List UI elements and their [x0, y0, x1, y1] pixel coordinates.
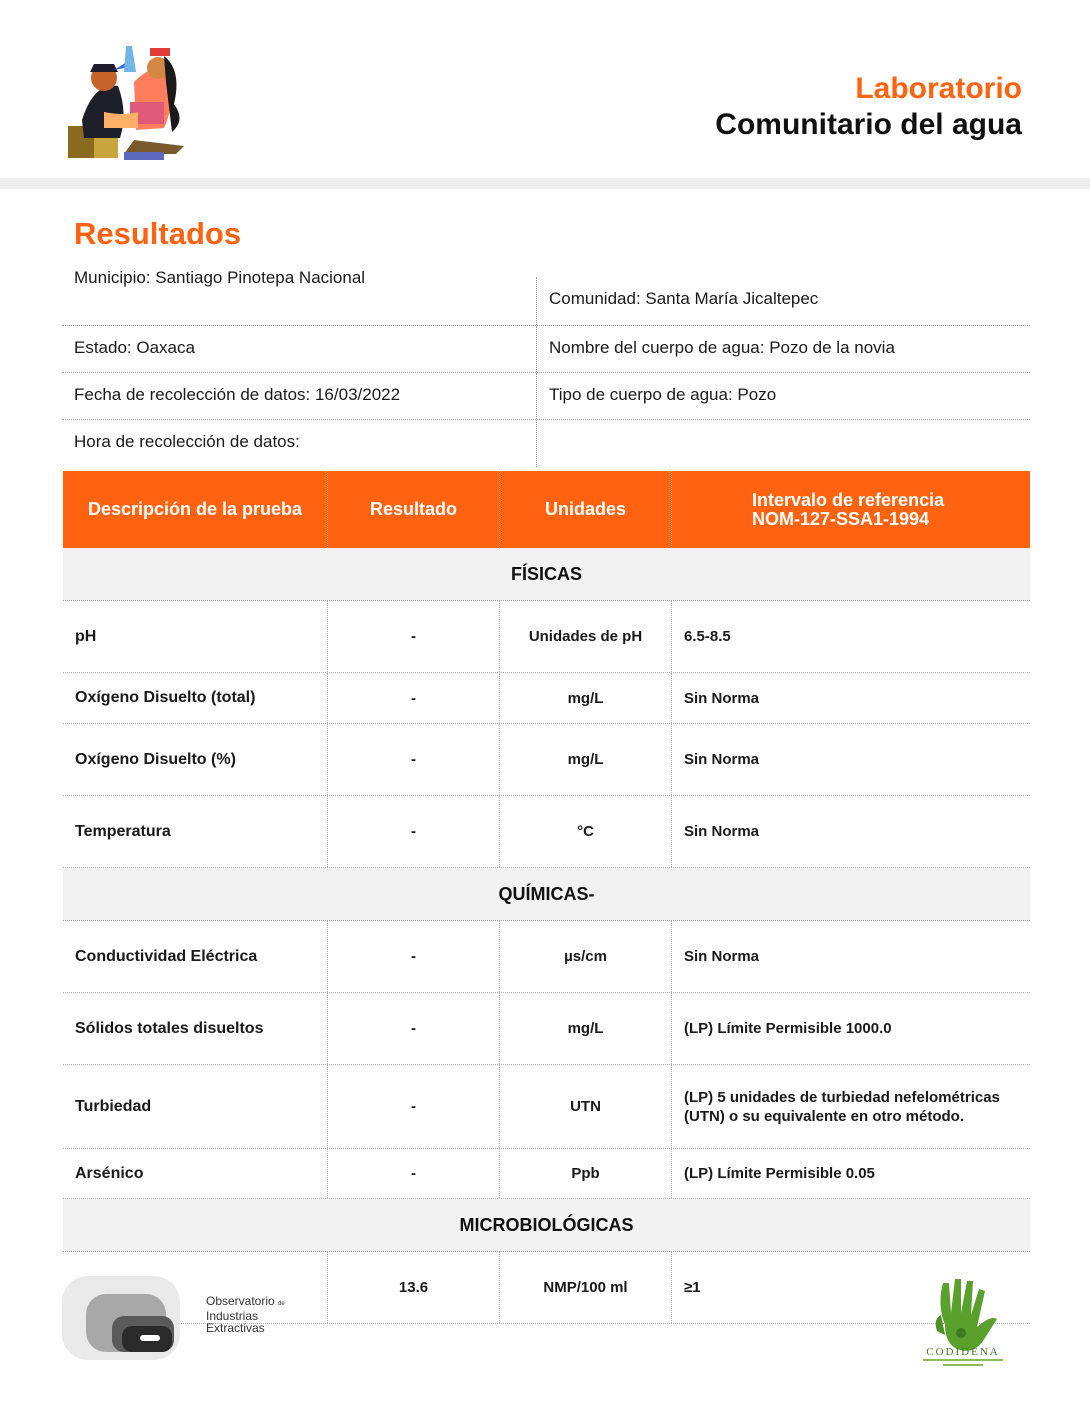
table-row [63, 1065, 1030, 1149]
info-row [62, 373, 1030, 420]
row-reference: (LP) Límite Permisible 0.05 [684, 1165, 875, 1182]
results-table [63, 471, 1030, 1324]
obs-de: de [278, 1301, 285, 1307]
row-reference: ≥1 [684, 1279, 701, 1296]
community-illustration [64, 42, 194, 162]
section-title: Resultados [74, 216, 242, 251]
tipo-field: Tipo de cuerpo de agua: Pozo [536, 373, 1030, 419]
row-description: Arsénico [63, 1149, 328, 1198]
row-unit: mg/L [500, 993, 672, 1064]
row-unit: Unidades de pH [500, 601, 672, 672]
codidena-logo [915, 1275, 1011, 1375]
row-result: - [328, 1149, 500, 1198]
obs-line2: Industrias [206, 1309, 259, 1323]
row-reference: (LP) 5 unidades de turbiedad nefelométricas (UTN) o su equivalente en otro método. [684, 1088, 1000, 1125]
row-unit: mg/L [500, 673, 672, 723]
row-reference: Sin Norma [684, 689, 760, 707]
table-row [63, 724, 1030, 796]
header-divider [0, 178, 1090, 189]
row-description: Oxígeno Disuelto (%) [63, 724, 328, 795]
table-row [63, 673, 1030, 724]
row-unit: NMP/100 ml [500, 1252, 672, 1323]
header-resultado: Resultado [328, 471, 500, 548]
obs-line1: Observatorio [206, 1294, 275, 1308]
row-result: 13.6 [328, 1252, 500, 1323]
comunidad-field: Comunidad: Santa María Jicaltepec [536, 277, 1030, 325]
table-row [63, 796, 1030, 868]
info-row [62, 326, 1030, 373]
header-unidades: Unidades [500, 471, 672, 548]
table-row [63, 993, 1030, 1065]
estado-field: Estado: Oaxaca [74, 338, 195, 357]
codidena-text: CODIDENA [926, 1346, 1000, 1358]
observatorio-logo [62, 1276, 182, 1360]
lab-title-line2: Comunitario del agua [715, 108, 1022, 141]
row-reference: 6.5-8.5 [684, 628, 731, 645]
row-reference: Sin Norma [684, 948, 760, 965]
row-result: - [328, 601, 500, 672]
header-descripcion: Descripción de la prueba [63, 471, 328, 548]
page-header [0, 0, 1090, 178]
category-micro: MICROBIOLÓGICAS [63, 1199, 1030, 1252]
fecha-field: Fecha de recolección de datos: 16/03/2022 [74, 385, 401, 404]
obs-line3: Extractivas [206, 1321, 265, 1335]
info-row [62, 420, 1030, 467]
row-description: Sólidos totales disueltos [63, 993, 328, 1064]
table-row [63, 601, 1030, 673]
row-reference: Sin Norma [684, 823, 760, 840]
row-unit: UTN [500, 1065, 672, 1148]
header-intervalo [672, 471, 1030, 548]
row-result: - [328, 796, 500, 867]
cuerpo-nombre-field: Nombre del cuerpo de agua: Pozo de la novia [536, 326, 1030, 372]
row-unit: mg/L [500, 724, 672, 795]
info-grid [62, 262, 1030, 467]
info-row [62, 262, 1030, 326]
observatorio-text [206, 1295, 285, 1334]
category-quimicas: QUÍMICAS- [63, 868, 1030, 921]
row-result: - [328, 921, 500, 992]
row-description: Turbiedad [63, 1065, 328, 1148]
row-result: - [328, 1065, 500, 1148]
table-row [63, 1149, 1030, 1199]
row-description: Conductividad Eléctrica [63, 921, 328, 992]
row-result: - [328, 993, 500, 1064]
lab-title [715, 72, 1022, 144]
row-unit: µs/cm [500, 921, 672, 992]
row-reference: Sin Norma [684, 751, 760, 768]
row-result: - [328, 673, 500, 723]
row-description: Oxígeno Disuelto (total) [63, 673, 328, 723]
header-intervalo-line1: Intervalo de referencia [752, 489, 945, 510]
row-result: - [328, 724, 500, 795]
row-description: Temperatura [63, 796, 328, 867]
table-header [63, 471, 1030, 548]
row-description: pH [63, 601, 328, 672]
empty-cell [536, 420, 1030, 467]
row-unit: Ppb [500, 1149, 672, 1198]
municipio-field: Municipio: Santiago Pinotepa Nacional [74, 268, 366, 287]
row-reference: (LP) Límite Permisible 1000.0 [684, 1020, 892, 1037]
table-row [63, 921, 1030, 993]
lab-title-line1: Laboratorio [855, 72, 1022, 105]
hora-field: Hora de recolección de datos: [74, 432, 300, 451]
header-intervalo-line2: NOM-127-SSA1-1994 [752, 508, 930, 529]
category-fisicas: FÍSICAS [63, 548, 1030, 601]
row-unit: °C [500, 796, 672, 867]
